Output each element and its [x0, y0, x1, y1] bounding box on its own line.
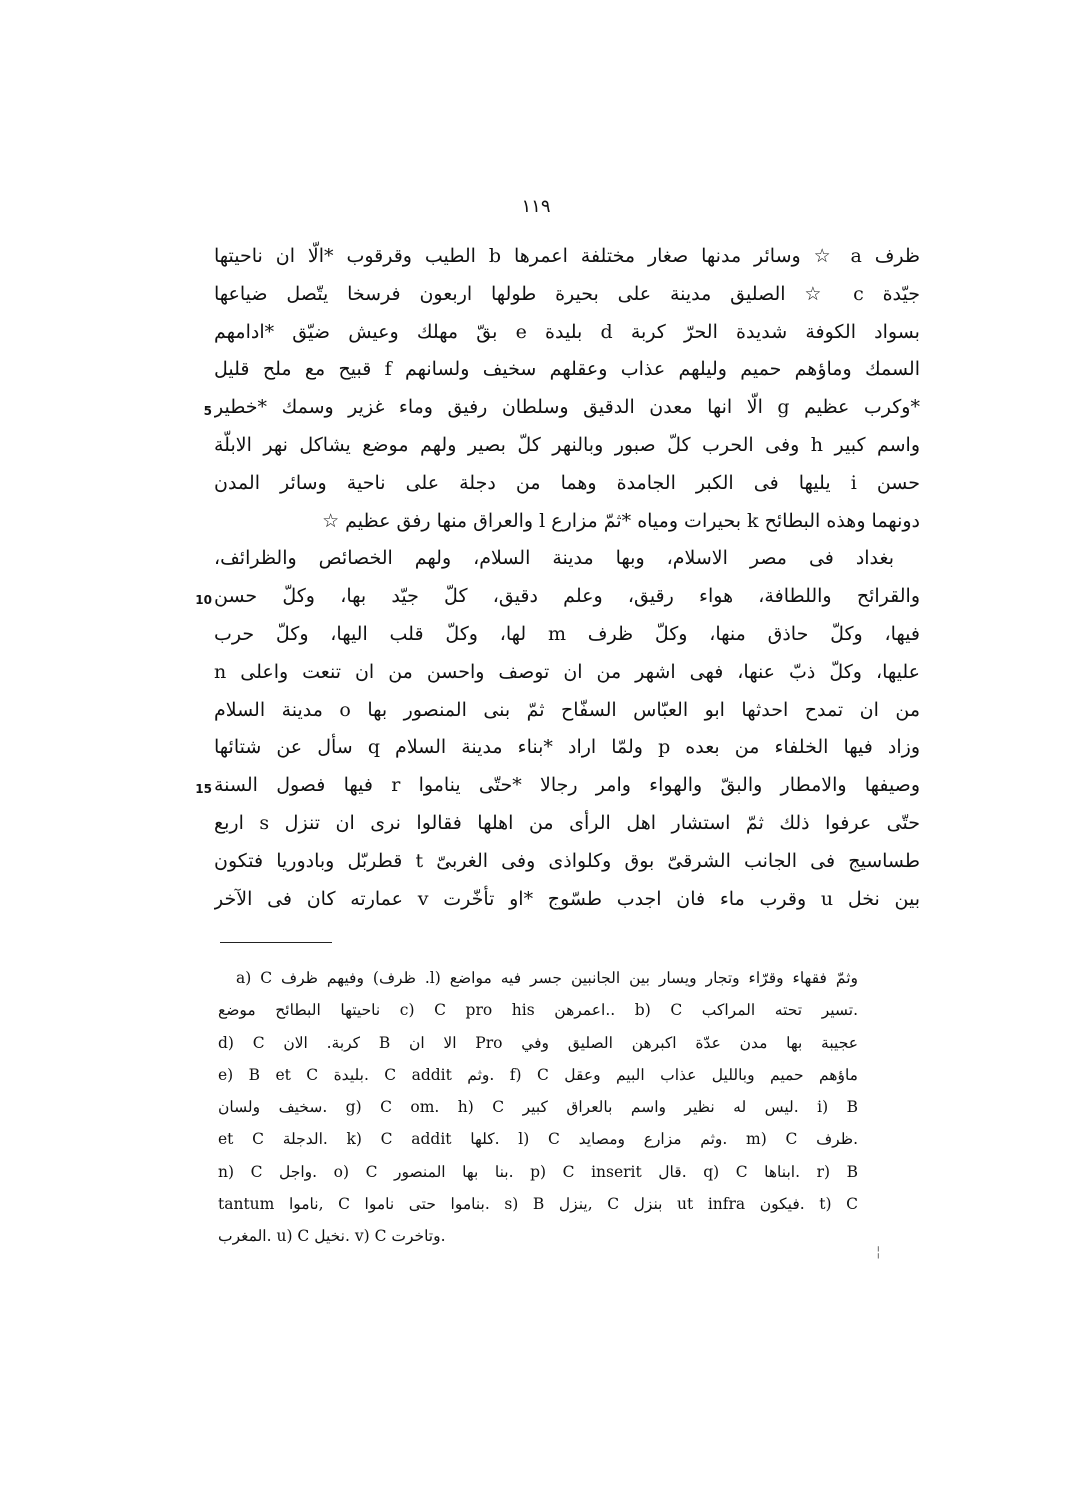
footnote-line: المغرب. u) C نخيل. v) C وتاخرت. [218, 1227, 446, 1246]
line-number-5: 5 [203, 404, 212, 418]
text-line: عليها، وكلّ ذبّ عنها، فهى اشهر من ان توصف واحسن من ان تنعت واعلى n [214, 660, 920, 683]
text-line: بسواد الكوفة شديدة الحرّ كربة d بليدة e بقّ مهلك وعيش ضيّق *ادامهم [214, 320, 920, 343]
footnote-line: d) C كربة. الان B الا ان Pro عجيبة بها مدن عدّة اكبرهن الصليق وفي [218, 1033, 858, 1052]
footnote-line: a) C وفيهم ظرف (ظرف .l) وثمّ فقهاء وقرّاء وتجار ويسار بين الجانبين جسر فيه مواضع [236, 969, 858, 987]
margin-mark: ¦ [876, 1244, 881, 1260]
footnotes-block [218, 962, 858, 1253]
text-line: بين نخل u وقرب ماء فان اجدب طسّوج *او تأخّرت v عمارته كان فى الآخر [214, 887, 920, 910]
footnote-line: e) B et C بليدة. C addit وثم. f) C ماؤهم حميم وبالليل عذاب البيم وعقل [218, 1065, 858, 1084]
text-line: دونهما وهذه البطائح k بحيرات ومياه *ثمّ مزارع l والعراق منها رفق عظيم ☆ [322, 509, 920, 532]
footnote-line: tantum ناموا, C بناموا حتى ناموا. s) B ينزل, C بنزل ut infra فيكون. t) C [218, 1195, 858, 1214]
text-line: ظرف a ☆ وسائر مدنها صغار مختلفة اعمرها b الطيب وقرقوب *الّا ان ناحيتها [214, 245, 920, 267]
text-line: بغداد فى مصر الاسلام، وبها مدينة السلام، ولهم الخصائص والظرائف، [214, 547, 894, 570]
footnote-line: n) C واجل. o) C بنا بها المنصور. p) C inserit قال. q) C ابناها. r) B [218, 1162, 858, 1181]
text-line: واسم كبير h وفى الحرب كلّ صبور وبالنهر كلّ بصير ولهم موضع يشاكل نهر الابلّة [214, 433, 920, 456]
text-line: حتّى عرفوا ذلك ثمّ استشار اهل الرأى من اهلها فقالوا نرى ان تنزل s اربع [214, 811, 920, 834]
text-line: *وكرب عظيم g الّا انها معدن الدقيق وسلطان رفيق وماء غزير وسمك *خطير [214, 396, 920, 419]
line-number-15: 15 [195, 782, 212, 796]
text-line: طساسيج فى الجانب الشرقىّ بوق وكلواذى وفى الغربىّ t قطربّل وبادوريا فتكون [214, 849, 920, 872]
footnote-line: et C الدجلة. k) C addit كلها. l) C وثم مزارع ومصايد. m) C ظرف. [218, 1130, 858, 1149]
text-line: وزاد فيها الخلفاء من بعده p ولمّا اراد *بناء مدينة السلام q سأل عن شتائها [214, 736, 920, 759]
text-line: والقرائح واللطافة، هواء رقيق، وعلم دقيق، كلّ جيّد بها، وكلّ حسن [214, 585, 920, 608]
text-line: السمك وماؤهم حميم وليلهم عذاب وعقلهم سخيف ولسانهم f قبيح مع ملح قليل [214, 358, 920, 381]
main-text-block [214, 238, 920, 918]
footnote-line: سخيف ولسان. g) C om. h) C ليس له نظير واسم بالعراق كبير. i) B [218, 1098, 858, 1117]
text-line: وصيفها والامطار والبقّ والهواء وامر رجالا *حتّى يناموا r فيها فصول السنة [214, 774, 920, 797]
line-number-10: 10 [195, 593, 212, 607]
text-line: جيّدة c ☆ الصليق مدينة على بحيرة طولها اربعون فرسخا يتّصل ضياعها [214, 282, 920, 305]
text-line: فيها، وكلّ حاذق منها، وكلّ ظرف m لها، وكلّ قلب اليها، وكلّ حرب [214, 622, 920, 645]
footnote-line: ناحيتها البطائح موضع c) C pro his اعمرهن.. b) C تسير تحته المراكب. [218, 1001, 858, 1020]
page-number: ١١٩ [521, 196, 551, 217]
text-line: من ان تمدح احدثها ابو العبّاس السفّاح ثمّ بنى المنصور بها o مدينة السلام [214, 698, 920, 721]
footnote-divider [220, 942, 332, 943]
text-line: حسن i يليها فى الكبر الجامدة وهما من دجلة على ناحية وسائر المدن [214, 471, 920, 494]
